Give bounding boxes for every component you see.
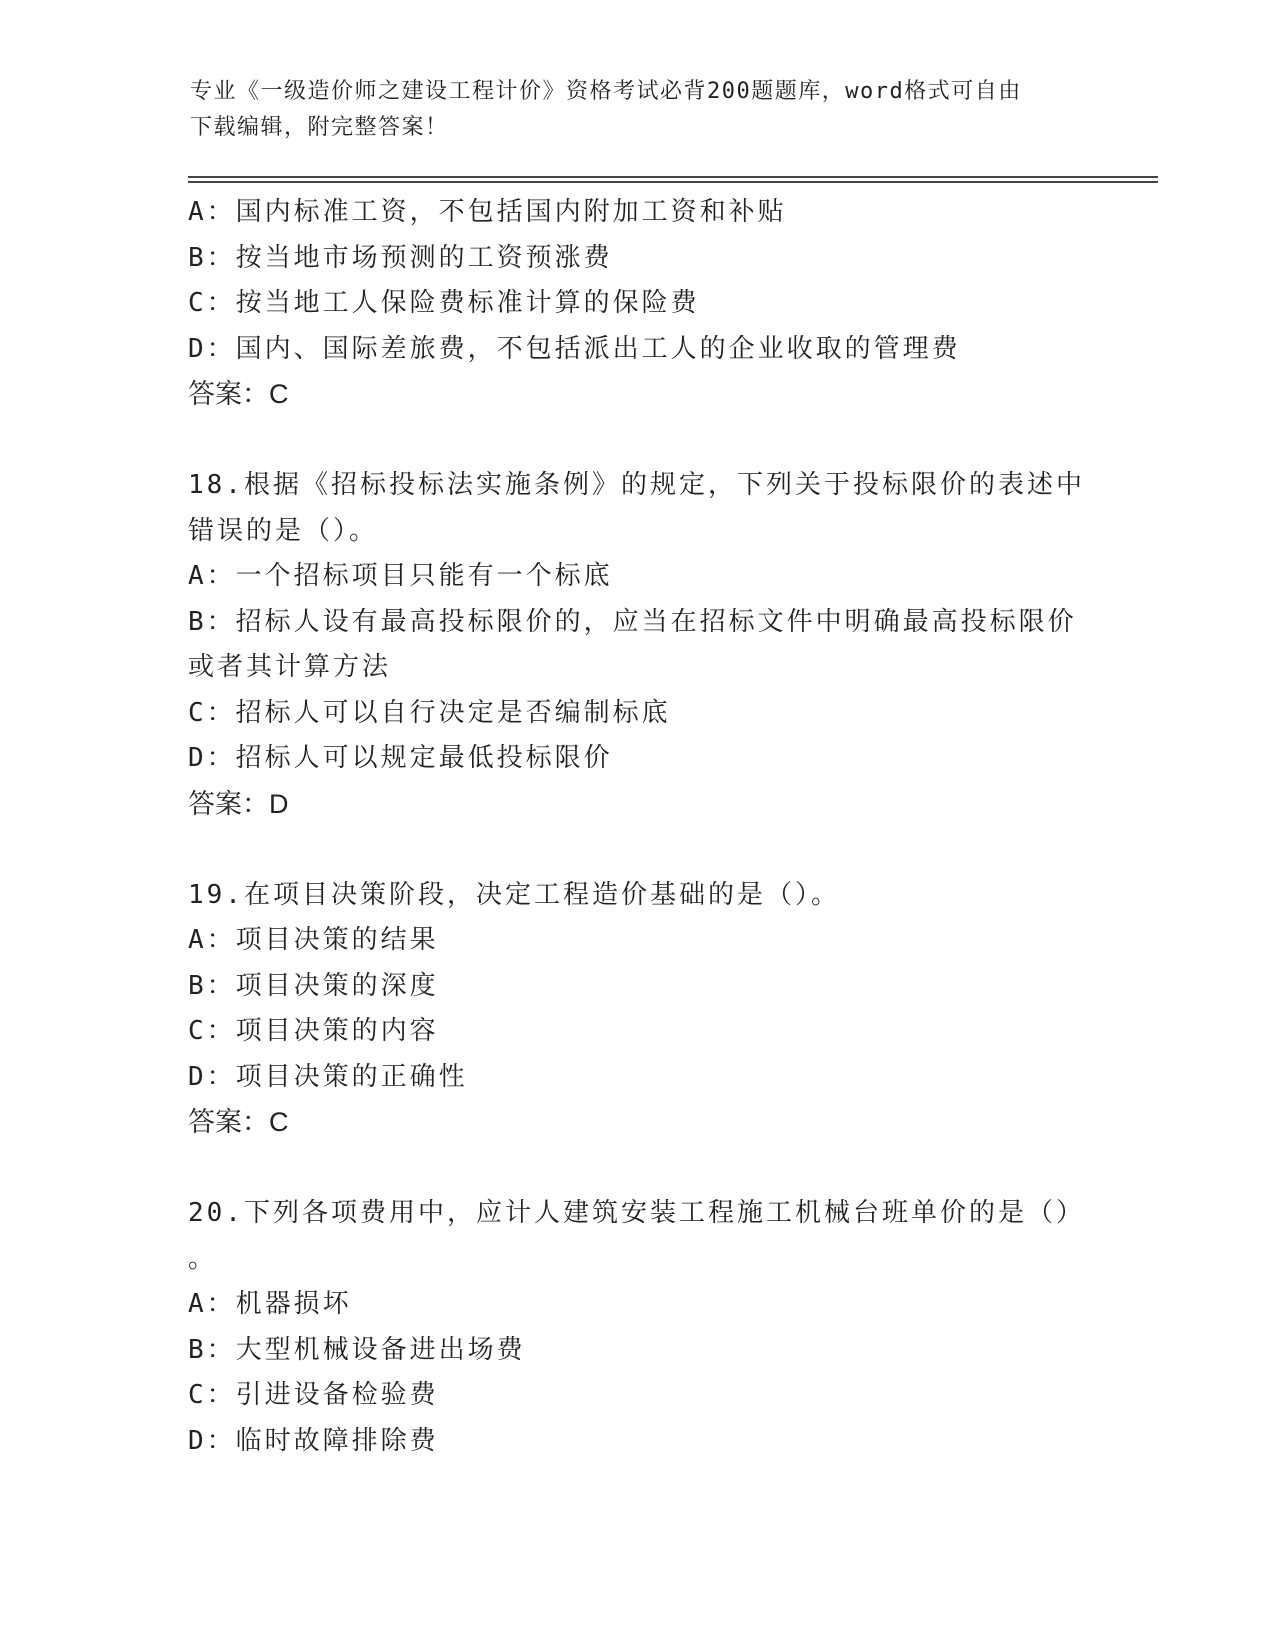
option-c: C：按当地工人保险费标准计算的保险费 [188,288,700,318]
question-stem: 19.在项目决策阶段，决定工程造价基础的是（）。 [188,879,840,910]
header-intro-line-1: 专业《一级造价师之建设工程计价》资格考试必背200题题库，word格式可自由 [190,79,1022,104]
option-b: B：大型机械设备进出场费 [188,1334,526,1365]
header-divider-top [188,176,1158,178]
question-gap [188,1146,1088,1192]
option-b: B：招标人设有最高投标限价的，应当在招标文件中明确最高投标限价 [188,606,1077,637]
answer-line: 答案：C [188,1107,289,1137]
option-a: A：国内标准工资，不包括国内附加工资和补贴 [188,197,787,227]
header-divider-bottom [188,181,1158,183]
option-a: A：一个招标项目只能有一个标底 [188,561,613,591]
header-intro-line-2: 下载编辑，附完整答案！ [190,115,449,140]
option-a: A：机器损坏 [188,1289,352,1319]
question-gap [188,827,1088,873]
question-stem-continued: 。 [188,1243,218,1274]
option-d: D：国内、国际差旅费，不包括派出工人的企业收取的管理费 [188,333,961,364]
question-stem: 20.下列各项费用中，应计人建筑安装工程施工机械台班单价的是（） [188,1198,1085,1228]
option-b: B：按当地市场预测的工资预涨费 [188,242,613,273]
question-stem-continued: 错误的是（）。 [188,515,379,546]
document-header [190,74,1090,146]
question-18-block [188,463,1088,827]
question-list [188,190,1088,1464]
answer-line: 答案：D [188,788,289,819]
option-a: A：项目决策的结果 [188,925,439,955]
option-b: B：项目决策的深度 [188,970,439,1001]
question-19-block [188,873,1088,1146]
question-17-block [188,190,1088,418]
option-c: C：引进设备检验费 [188,1380,439,1410]
answer-line: 答案：C [188,379,289,409]
option-c: C：招标人可以自行决定是否编制标底 [188,697,671,728]
question-stem: 18.根据《招标投标法实施条例》的规定，下列关于投标限价的表述中 [188,470,1085,500]
option-d: D：临时故障排除费 [188,1425,439,1456]
question-gap [188,418,1088,464]
question-20-block [188,1191,1088,1464]
option-d: D：招标人可以规定最低投标限价 [188,743,613,773]
option-d: D：项目决策的正确性 [188,1061,468,1092]
option-b-continued: 或者其计算方法 [188,652,392,682]
option-c: C：项目决策的内容 [188,1016,439,1046]
